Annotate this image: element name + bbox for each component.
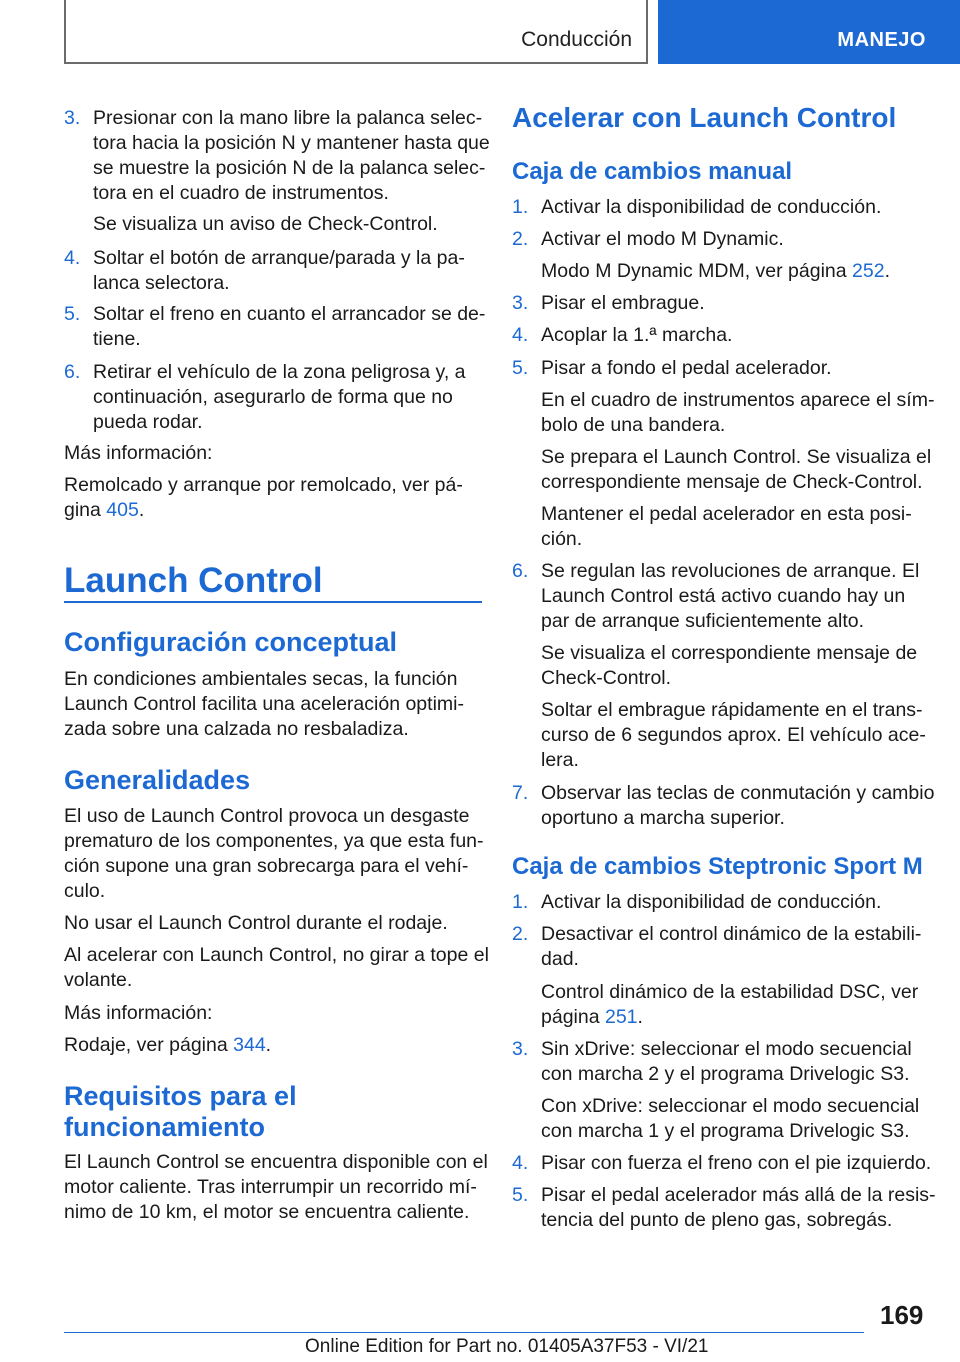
section-heading: Acelerar con Launch Control xyxy=(512,102,897,133)
subsection-heading: Configuración conceptual xyxy=(64,627,398,657)
paragraph-line: volante. xyxy=(64,969,133,991)
step-number: 4. xyxy=(512,1152,529,1174)
reference-text: Remolcado y arranque por remolcado, ver pá- xyxy=(64,474,463,496)
step-number: 4. xyxy=(512,324,529,346)
step-note: En el cuadro de instrumentos aparece el sím- xyxy=(541,389,935,411)
step-text: tiene. xyxy=(93,328,141,350)
step-note: con marcha 1 y el programa Drivelogic S3. xyxy=(541,1120,910,1142)
step-number: 2. xyxy=(512,228,529,250)
step-number: 3. xyxy=(512,292,529,314)
step-note: Se visualiza un aviso de Check-Control. xyxy=(93,213,438,235)
step-note: correspondiente mensaje de Check-Control. xyxy=(541,471,923,493)
page-link[interactable]: 251 xyxy=(604,1006,638,1028)
step-text: tora en el cuadro de instrumentos. xyxy=(93,182,389,204)
step-text: oportuno a marcha superior. xyxy=(541,807,785,829)
step-text: lanca selectora. xyxy=(93,272,230,294)
paragraph-line: Launch Control facilita una aceleración optimi- xyxy=(64,693,464,715)
step-text: Activar el modo M Dynamic. xyxy=(541,228,784,250)
step-text: Desactivar el control dinámico de la estabili- xyxy=(541,923,922,945)
step-number: 3. xyxy=(512,1038,529,1060)
step-text: Pisar a fondo el pedal acelerador. xyxy=(541,357,832,379)
step-number: 6. xyxy=(512,560,529,582)
step-text: Sin xDrive: seleccionar el modo secuencial xyxy=(541,1038,912,1060)
paragraph-line: zada sobre una calzada no resbaladiza. xyxy=(64,718,409,740)
step-note: Modo M Dynamic MDM, ver página 252. xyxy=(541,260,890,282)
step-text: tora hacia la posición N y mantener hasta que xyxy=(93,132,490,154)
paragraph-line: El uso de Launch Control provoca un desgaste xyxy=(64,805,470,827)
header-section-title: Conducción xyxy=(521,28,632,51)
step-text: se muestre la posición N de la palanca selec- xyxy=(93,157,486,179)
step-text: par de arranque suficientemente alto. xyxy=(541,610,865,632)
step-number: 5. xyxy=(512,357,529,379)
step-text: tencia del punto de pleno gas, sobregás. xyxy=(541,1209,893,1231)
step-note: Check-Control. xyxy=(541,667,672,689)
paragraph-line: ción supone una gran sobrecarga para el vehí- xyxy=(64,855,469,877)
paragraph-line: prematuro de los componentes, ya que esta fun- xyxy=(64,830,484,852)
step-number: 5. xyxy=(64,303,81,325)
step-note: Mantener el pedal acelerador en esta posi- xyxy=(541,503,912,525)
step-note: ción. xyxy=(541,528,583,550)
section-heading: Launch Control xyxy=(64,561,323,600)
step-number: 1. xyxy=(512,196,529,218)
reference-text: gina 405. xyxy=(64,499,145,521)
step-text: Activar la disponibilidad de conducción. xyxy=(541,891,882,913)
reference-text: Rodaje, ver página 344. xyxy=(64,1034,272,1056)
paragraph-line: No usar el Launch Control durante el rodaje. xyxy=(64,912,448,934)
page-link[interactable]: 344 xyxy=(233,1034,266,1056)
step-note: bolo de una bandera. xyxy=(541,414,726,436)
footer-divider xyxy=(64,1332,864,1333)
page-number: 169 xyxy=(880,1300,924,1330)
step-text: Launch Control está activo cuando hay un xyxy=(541,585,906,607)
more-info-label: Más información: xyxy=(64,1002,213,1024)
step-text: Se regulan las revoluciones de arranque. El xyxy=(541,560,920,582)
subsection-heading: Caja de cambios Steptronic Sport M xyxy=(512,853,923,880)
step-number: 5. xyxy=(512,1184,529,1206)
step-text: dad. xyxy=(541,948,579,970)
paragraph-line: El Launch Control se encuentra disponible con el xyxy=(64,1151,488,1173)
step-note: Se prepara el Launch Control. Se visualiza el xyxy=(541,446,932,468)
step-text: Soltar el freno en cuanto el arrancador se de- xyxy=(93,303,486,325)
subsection-heading: funcionamiento xyxy=(64,1112,265,1142)
step-text: Pisar el pedal acelerador más allá de la resis- xyxy=(541,1184,936,1206)
step-number: 4. xyxy=(64,247,81,269)
step-text: Observar las teclas de conmutación y cambio xyxy=(541,782,935,804)
step-text: Pisar el embrague. xyxy=(541,292,705,314)
paragraph-line: Al acelerar con Launch Control, no girar a tope el xyxy=(64,944,489,966)
step-text: pueda rodar. xyxy=(93,411,203,433)
step-note: Soltar el embrague rápidamente en el trans- xyxy=(541,699,923,721)
subsection-heading: Requisitos para el xyxy=(64,1081,297,1111)
step-number: 7. xyxy=(512,782,529,804)
page-link[interactable]: 405 xyxy=(106,499,139,521)
step-text: Pisar con fuerza el freno con el pie izquierdo. xyxy=(541,1152,932,1174)
step-text: continuación, asegurarlo de forma que no xyxy=(93,386,453,408)
step-number: 6. xyxy=(64,361,81,383)
step-text: Presionar con la mano libre la palanca selec- xyxy=(93,107,483,129)
step-text: con marcha 2 y el programa Drivelogic S3. xyxy=(541,1063,910,1085)
footer-edition: Online Edition for Part no. 01405A37F53 - VI/21 xyxy=(305,1336,709,1357)
section-divider xyxy=(64,601,482,603)
step-number: 3. xyxy=(64,107,81,129)
header-chapter-tab xyxy=(658,0,960,64)
header-section-tab xyxy=(64,0,648,64)
step-note: lera. xyxy=(541,749,579,771)
more-info-label: Más información: xyxy=(64,442,213,464)
step-text: Soltar el botón de arranque/parada y la pa- xyxy=(93,247,465,269)
paragraph-line: culo. xyxy=(64,880,106,902)
step-text: Acoplar la 1.ª marcha. xyxy=(541,324,733,346)
step-text: Activar la disponibilidad de conducción. xyxy=(541,196,882,218)
paragraph-line: En condiciones ambientales secas, la función xyxy=(64,668,458,690)
subsection-heading: Generalidades xyxy=(64,765,251,795)
step-note: curso de 6 segundos aprox. El vehículo ace- xyxy=(541,724,926,746)
paragraph-line: motor caliente. Tras interrumpir un recorrido mí- xyxy=(64,1176,477,1198)
step-number: 2. xyxy=(512,923,529,945)
step-note: Con xDrive: seleccionar el modo secuencial xyxy=(541,1095,920,1117)
subsection-heading: Caja de cambios manual xyxy=(512,158,793,185)
step-text: Retirar el vehículo de la zona peligrosa y, a xyxy=(93,361,466,383)
paragraph-line: nimo de 10 km, el motor se encuentra caliente. xyxy=(64,1201,470,1223)
step-note: Control dinámico de la estabilidad DSC, ver xyxy=(541,981,919,1003)
step-number: 1. xyxy=(512,891,529,913)
header-chapter-title: MANEJO xyxy=(837,29,926,51)
step-note: Se visualiza el correspondiente mensaje de xyxy=(541,642,918,664)
step-note: página 251. xyxy=(541,1006,643,1028)
page-link[interactable]: 252 xyxy=(852,260,885,282)
